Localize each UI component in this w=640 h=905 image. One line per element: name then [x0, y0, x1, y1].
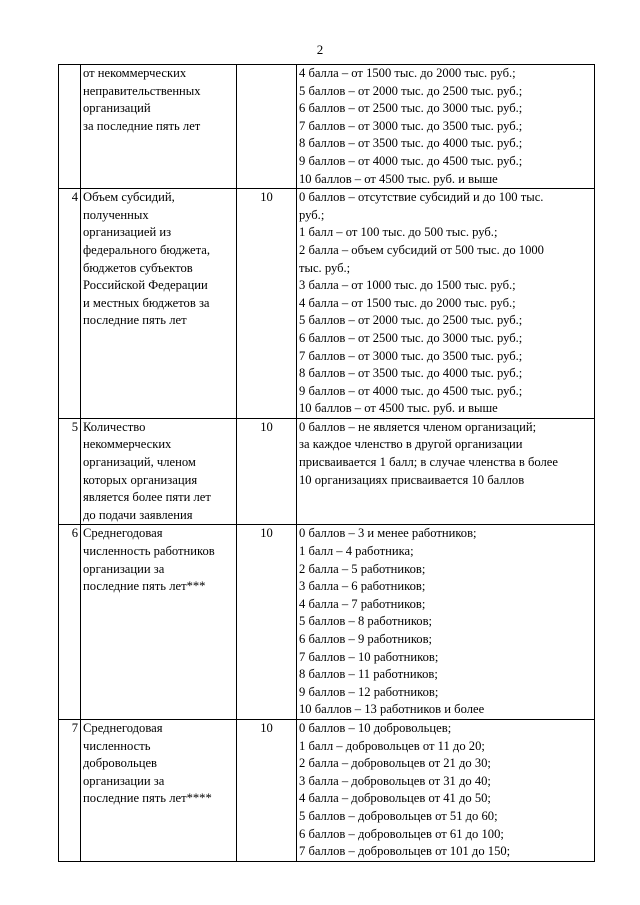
criterion-name-line: численность — [83, 738, 151, 753]
scoring-scale-line: 6 баллов – 9 работников; — [299, 632, 433, 646]
scoring-scale-line: 9 баллов – 12 работников; — [299, 684, 439, 699]
criterion-name — [81, 189, 237, 419]
criterion-name — [81, 418, 237, 525]
criterion-name-line: Количество — [83, 419, 146, 434]
criterion-name-line: Объем субсидий, — [83, 190, 175, 205]
criterion-name — [81, 65, 237, 189]
criterion-name-line: организации за — [83, 773, 165, 788]
scoring-scale-line: 3 балла – 6 работников; — [299, 579, 426, 594]
scoring-scale-line: тыс. руб.; — [299, 260, 351, 275]
scoring-scale — [297, 65, 595, 189]
scoring-scale-line: 7 баллов – добровольцев от 101 до 150; — [299, 844, 511, 859]
criterion-number: 4 — [59, 189, 81, 419]
scoring-scale-line: 1 балл – 4 работника; — [299, 544, 414, 559]
scoring-scale-line: 10 организациях присваивается 10 баллов — [299, 472, 525, 487]
scoring-scale-line: 2 балла – добровольцев от 21 до 30; — [299, 756, 491, 771]
criterion-name-line: бюджетов субъектов — [83, 260, 193, 275]
criterion-name-line: Среднегодовая — [83, 720, 163, 735]
scoring-scale-line: 3 балла – от 1000 тыс. до 1500 тыс. руб.; — [299, 278, 516, 293]
scoring-scale-line: 4 балла – добровольцев от 41 до 50; — [299, 791, 491, 806]
criterion-name-line: от некоммерческих — [83, 66, 187, 80]
scoring-scale-line: 2 балла – 5 работников; — [299, 561, 426, 576]
scoring-scale-line: 9 баллов – от 4000 тыс. до 4500 тыс. руб.; — [299, 153, 523, 168]
criterion-name-line: последние пять лет*** — [83, 579, 206, 594]
scoring-scale-line: 10 баллов – от 4500 тыс. руб. и выше — [299, 401, 498, 416]
criterion-name-line: организаций — [83, 101, 151, 116]
scoring-scale-line: 7 баллов – от 3000 тыс. до 3500 тыс. руб.; — [299, 348, 523, 363]
criterion-name-line: федерального бюджета, — [83, 242, 211, 257]
criterion-name-line: численность работников — [83, 544, 215, 559]
criterion-name-line: некоммерческих — [83, 437, 172, 452]
scoring-scale-line: 7 баллов – от 3000 тыс. до 3500 тыс. руб.; — [299, 118, 523, 133]
criterion-number: 6 — [59, 525, 81, 720]
criterion-number: 7 — [59, 719, 81, 861]
scoring-scale-line: 10 баллов – 13 работников и более — [299, 702, 485, 717]
criterion-number: 5 — [59, 418, 81, 525]
max-score: 10 — [237, 525, 297, 720]
scoring-scale-line: присваивается 1 балл; в случае членства в более — [299, 455, 558, 470]
scoring-scale-line: 5 баллов – от 2000 тыс. до 2500 тыс. руб.; — [299, 83, 523, 98]
scoring-scale-line: 8 баллов – 11 работников; — [299, 667, 438, 682]
criterion-name-line: Среднегодовая — [83, 526, 163, 541]
scoring-scale-line: 5 баллов – добровольцев от 51 до 60; — [299, 808, 498, 823]
scoring-scale-line: 1 балл – добровольцев от 11 до 20; — [299, 738, 485, 753]
table-row — [59, 525, 595, 720]
scoring-scale — [297, 719, 595, 861]
scoring-scale-line: 10 баллов – от 4500 тыс. руб. и выше — [299, 171, 498, 186]
criterion-name-line: последние пять лет — [83, 313, 187, 328]
scoring-scale-line: 1 балл – от 100 тыс. до 500 тыс. руб.; — [299, 225, 498, 240]
criteria-table — [58, 64, 595, 862]
criterion-name-line: последние пять лет**** — [83, 791, 212, 806]
criterion-name-line: организацией из — [83, 225, 172, 240]
criterion-name — [81, 719, 237, 861]
scoring-scale-line: 9 баллов – от 4000 тыс. до 4500 тыс. руб.; — [299, 383, 523, 398]
scoring-scale-line: 0 баллов – 3 и менее работников; — [299, 526, 477, 541]
scoring-scale — [297, 525, 595, 720]
page-number: 2 — [316, 42, 324, 57]
scoring-scale-line: 6 баллов – добровольцев от 61 до 100; — [299, 826, 504, 841]
scoring-scale-line: 4 балла – от 1500 тыс. до 2000 тыс. руб.; — [299, 66, 516, 80]
criterion-name — [81, 525, 237, 720]
scoring-scale-line: 8 баллов – от 3500 тыс. до 4000 тыс. руб.; — [299, 366, 523, 381]
scoring-scale-line: 5 баллов – от 2000 тыс. до 2500 тыс. руб.; — [299, 313, 523, 328]
table-row — [59, 65, 595, 189]
scoring-scale-line: руб.; — [299, 207, 325, 222]
table-row — [59, 719, 595, 861]
criterion-name-line: которых организация — [83, 472, 198, 487]
scoring-scale-line: 0 баллов – 10 добровольцев; — [299, 720, 452, 735]
max-score — [237, 65, 297, 189]
criterion-number — [59, 65, 81, 189]
criteria-table-body — [59, 65, 595, 862]
criterion-name-line: полученных — [83, 207, 149, 222]
criterion-name-line: добровольцев — [83, 756, 158, 771]
table-row — [59, 189, 595, 419]
criterion-name-line: организаций, членом — [83, 455, 196, 470]
max-score: 10 — [237, 189, 297, 419]
scoring-scale-line: 6 баллов – от 2500 тыс. до 3000 тыс. руб.; — [299, 101, 523, 116]
criterion-name-line: неправительственных — [83, 83, 201, 98]
max-score: 10 — [237, 719, 297, 861]
scoring-scale — [297, 418, 595, 525]
scoring-scale-line: 2 балла – объем субсидий от 500 тыс. до 1000 — [299, 242, 544, 257]
scoring-scale-line: 5 баллов – 8 работников; — [299, 614, 433, 629]
criterion-name-line: и местных бюджетов за — [83, 295, 210, 310]
scoring-scale — [297, 189, 595, 419]
criterion-name-line: Российской Федерации — [83, 278, 208, 293]
scoring-scale-line: 0 баллов – не является членом организаций; — [299, 419, 537, 434]
criterion-name-line: до подачи заявления — [83, 507, 193, 522]
scoring-scale-line: 0 баллов – отсутствие субсидий и до 100 тыс. — [299, 190, 544, 205]
criterion-name-line: является более пяти лет — [83, 490, 211, 505]
criterion-name-line: организации за — [83, 561, 165, 576]
max-score: 10 — [237, 418, 297, 525]
scoring-scale-line: 3 балла – добровольцев от 31 до 40; — [299, 773, 491, 788]
scoring-scale-line: 6 баллов – от 2500 тыс. до 3000 тыс. руб.; — [299, 330, 523, 345]
scoring-scale-line: 4 балла – 7 работников; — [299, 596, 426, 611]
scoring-scale-line: 4 балла – от 1500 тыс. до 2000 тыс. руб.; — [299, 295, 516, 310]
table-row — [59, 418, 595, 525]
criterion-name-line: за последние пять лет — [83, 118, 201, 133]
scoring-scale-line: за каждое членство в другой организации — [299, 437, 523, 452]
scoring-scale-line: 8 баллов – от 3500 тыс. до 4000 тыс. руб.; — [299, 136, 523, 151]
scoring-scale-line: 7 баллов – 10 работников; — [299, 649, 439, 664]
